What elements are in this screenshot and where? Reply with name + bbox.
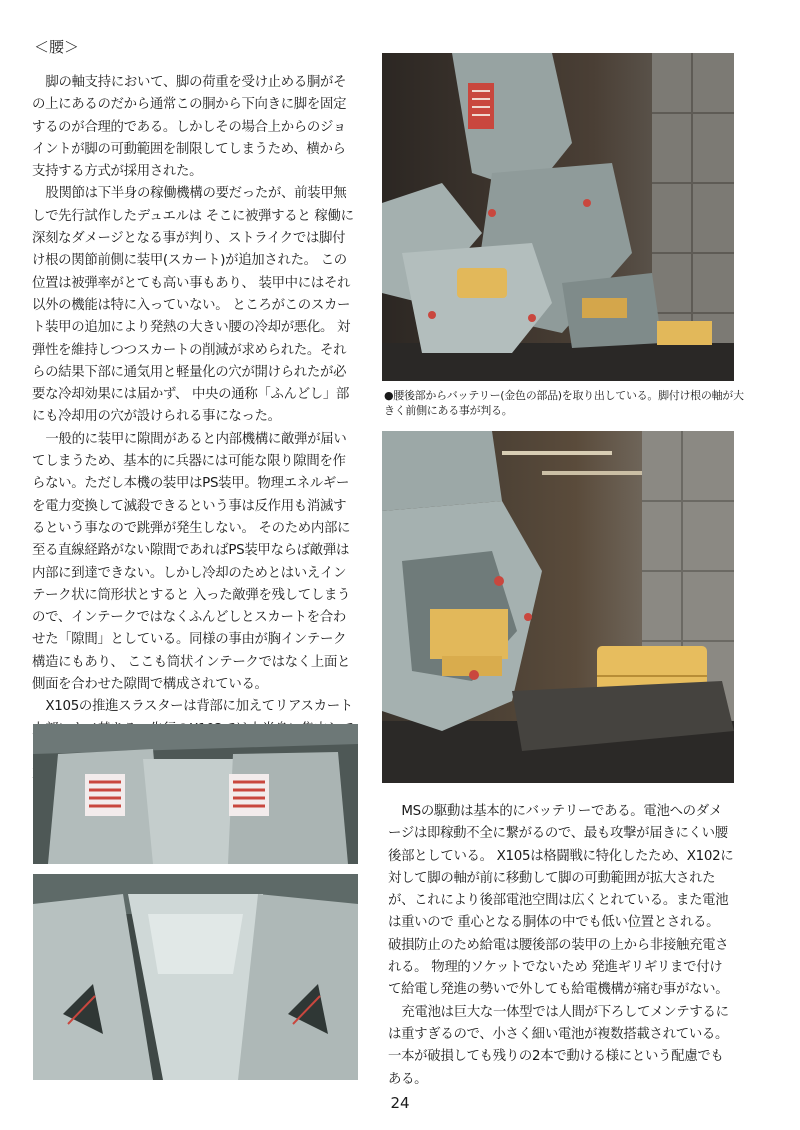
photo-front-skirt-vents: [33, 724, 358, 864]
paragraph: 充電池は巨大な一体型では人間が下ろしてメンテするには重すぎるので、小さく細い電池が複数搭載されている。一本が破損しても残りの2本で動ける様にという配慮でもある。: [388, 1004, 729, 1087]
paragraph: 一般的に装甲に隙間があると内部機構に敵弾が届いてしまうため、基本的に兵器には可能な限り隙間を作らない。ただし本機の装甲はPS装甲。物理エネルギーを電力変換して滅殺できるという事は反作用も消滅するという事なので跳弾が発生しない。 そのため内部に至る直線経路がない隙間であればPS装甲ならば敵弾は内部に到達できない。しかし冷却のためとはいえインテーク状に筒形状とすると 入った敵弾を残してしまうので、インテークではなくふんどしとスカートを合わせた「隙間」としている。同様の事由が胸インテーク構造にもあり、 ここも筒状インテークではなく上面と側面を合わせた隙間で構成されている。: [32, 431, 351, 693]
photo-battery-closeup: [382, 431, 734, 783]
section-heading: ＜腰＞: [34, 38, 80, 56]
page-number: 24: [390, 1094, 410, 1112]
right-column-text: [388, 801, 734, 1091]
paragraph: X105の推進スラスターは背部に加えてリアスカート: [45, 699, 353, 715]
left-column-text: [32, 72, 358, 808]
photo-caption: ●腰後部からバッテリー(金色の部品)を取り出している。脚付け根の軸が大きく前側にある事が判る。: [384, 389, 744, 417]
paragraph: 脚の軸支持において、脚の荷重を受け止める胴がその上にあるのだから通常この胴から下向きに脚を固定するのが合理的である。しかしその場合上からのジョイントが脚の可動範囲を制限してしまうため、横から支持する方式が採用された。: [32, 75, 347, 180]
photo-waist-battery-removal: [382, 53, 734, 381]
paragraph: 股関節は下半身の稼働機構の要だったが、前装甲無しで先行試作したデュエルは そこに被弾すると 稼働に深刻なダメージとなる事が判り、ストライクでは脚付け根の関節前側に装甲(スカート)が追加された。 この位置は被弾率がとても高い事もあり、 装甲中にはそれ以外の機能は特に入っていない。 ところがこのスカート装甲の追加により発熱の大きい腰の冷却が悪化。 対弾性を維持しつつスカートの削減が求められた。それらの結果下部に通気用と軽量化の穴が開けられたが必要な冷却効果には届かず、 中央の通称「ふんどし」部にも冷却用の穴が設けられる事になった。: [32, 186, 354, 425]
paragraph: MSの駆動は基本的にバッテリーである。電池へのダメージは即稼動不全に繋がるので、最も攻撃が届きにくい腰後部としている。 X105は格闘戦に特化したため、X102に対して脚の軸が前に移動して脚の可動範囲が拡大されたが、これにより後部電池空間は広くとれている。また電池は重いので 重心となる胴体の中でも低い位置とされる。 破損防止のため給電は腰後部の装甲の上から非接触充電される。 物理的ソケットでないため 発進ギリギリまで付けて給電し発進の勢いで外しても給電機構が痛む事がない。: [388, 804, 734, 998]
photo-rear-skirt: [33, 874, 358, 1080]
